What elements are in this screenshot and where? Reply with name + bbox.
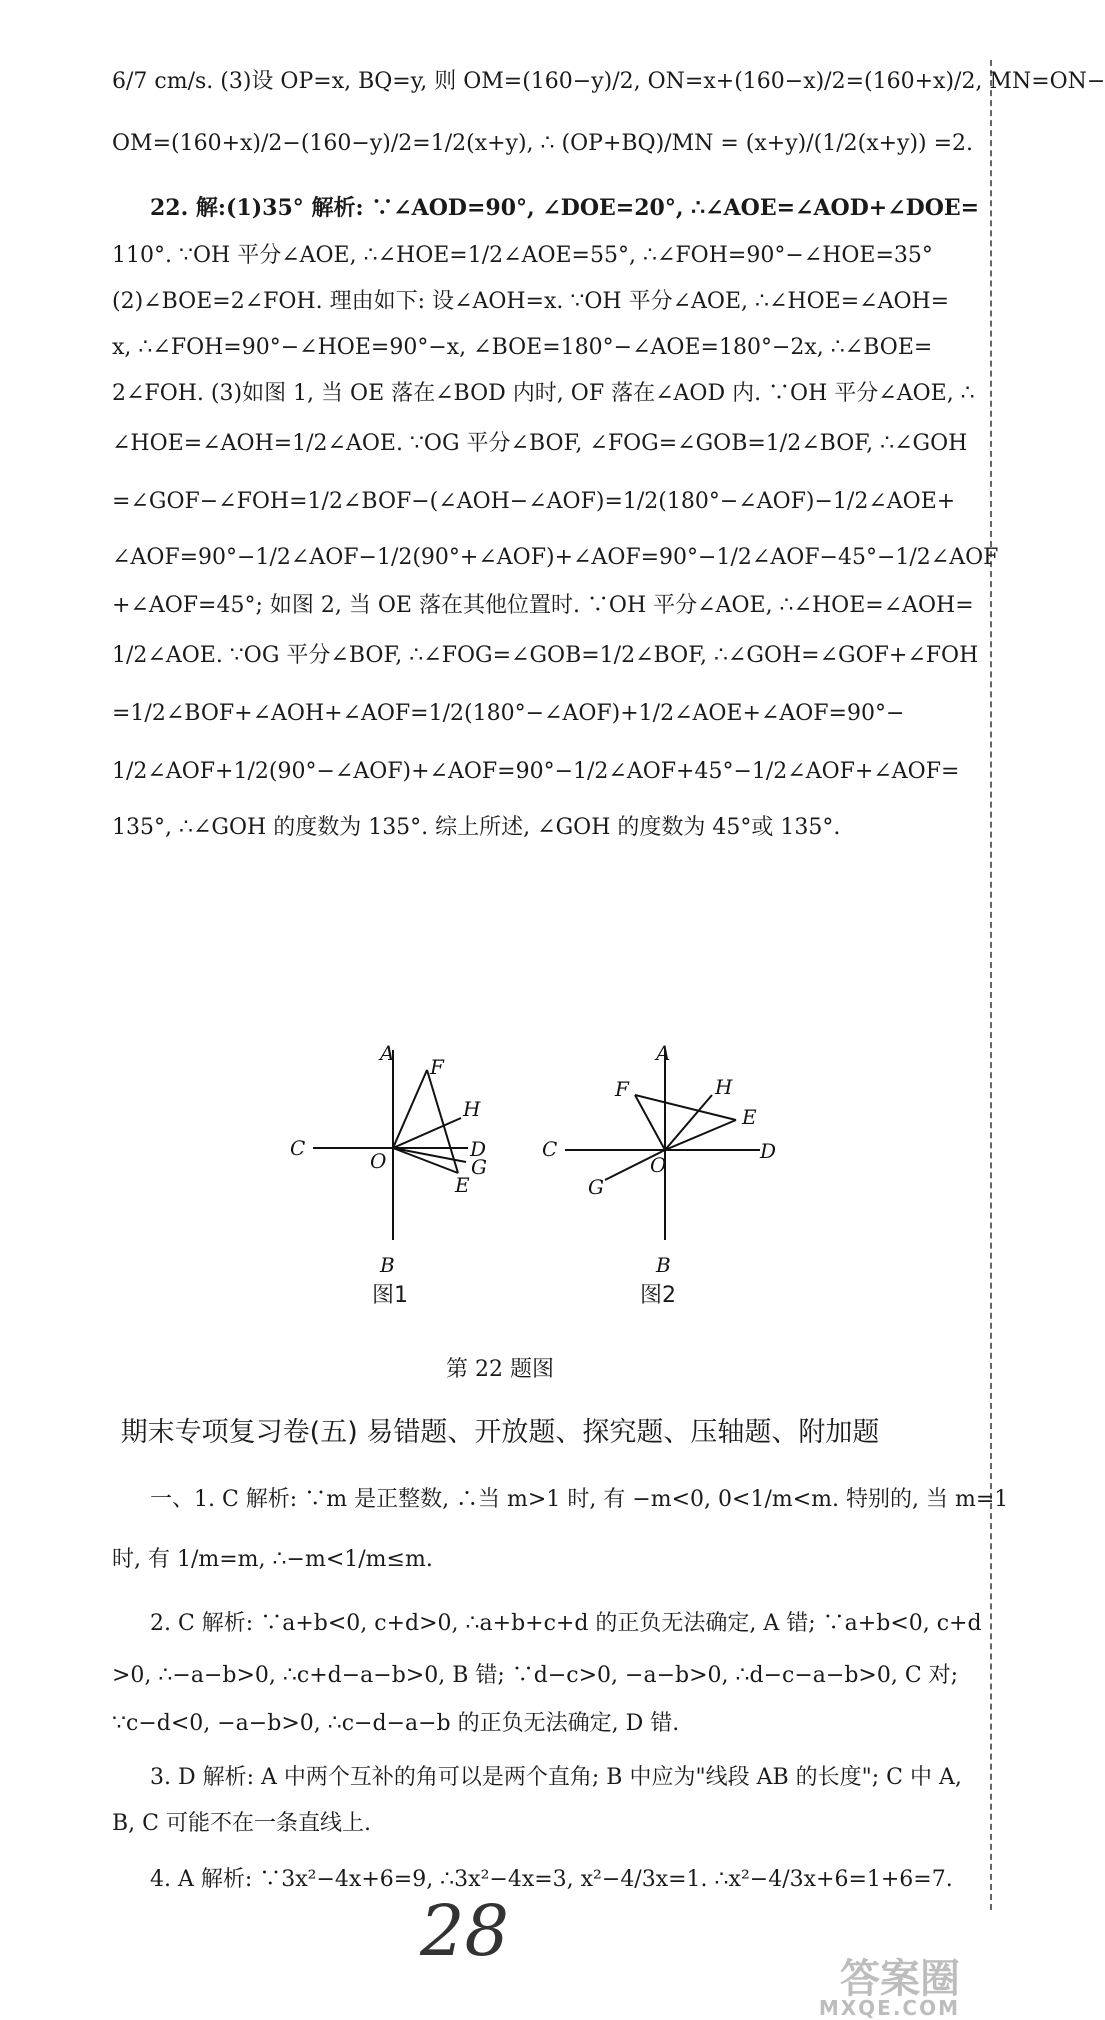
text-line: =1/2∠BOF+∠AOH+∠AOF=1/2(180°−∠AOF)+1/2∠AOE+∠AOF=90°− — [112, 701, 905, 726]
figure-22 — [270, 1040, 830, 1300]
label-g-1: G — [471, 1155, 487, 1179]
answer-line: 3. D 解析: A 中两个互补的角可以是两个直角; B 中应为"线段 AB 的长度"; C 中 A, — [150, 1765, 962, 1790]
figure-2-labels — [542, 1041, 776, 1277]
label-b-1: B — [380, 1253, 395, 1277]
label-a-2: A — [656, 1041, 671, 1065]
text-line: 2∠FOH. (3)如图 1, 当 OE 落在∠BOD 内时, OF 落在∠AOD 内. ∵OH 平分∠AOE, ∴ — [112, 381, 975, 406]
label-d-1: D — [470, 1137, 487, 1161]
figure-2-caption: 图2 — [640, 1283, 676, 1308]
answer-line: >0, ∴−a−b>0, ∴c+d−a−b>0, B 错; ∵d−c>0, −a−b>0, ∴d−c−a−b>0, C 对; — [112, 1663, 959, 1688]
label-f-2: F — [615, 1077, 629, 1101]
answer-line: 时, 有 1/m=m, ∴−m<1/m≤m. — [112, 1547, 433, 1572]
page-number: 28 — [420, 1890, 510, 1972]
label-e-2: E — [742, 1105, 757, 1129]
figure-1 — [313, 1050, 468, 1240]
label-b-2: B — [656, 1253, 671, 1277]
answer-line: B, C 可能不在一条直线上. — [112, 1811, 371, 1836]
label-c-2: C — [542, 1137, 558, 1161]
watermark-url: MXQE.COM — [818, 1996, 960, 2020]
answer-line: 一、1. C 解析: ∵m 是正整数, ∴当 m>1 时, 有 −m<0, 0<1/m<m. 特别的, 当 m=1 — [150, 1487, 1009, 1512]
answer-line: 2. C 解析: ∵a+b<0, c+d>0, ∴a+b+c+d 的正负无法确定, A 错; ∵a+b<0, c+d — [150, 1611, 982, 1636]
text-line: +∠AOF=45°; 如图 2, 当 OE 落在其他位置时. ∵OH 平分∠AOE, ∴∠HOE=∠AOH= — [112, 593, 974, 618]
text-line: 22. 解:(1)35° 解析: ∵∠AOD=90°, ∠DOE=20°, ∴∠AOE=∠AOD+∠DOE= — [150, 195, 980, 221]
text-line: 6/7 cm/s. (3)设 OP=x, BQ=y, 则 OM=(160−y)/2, ON=x+(160−x)/2=(160+x)/2, MN=ON− — [112, 69, 1105, 94]
figure-1-labels — [290, 1041, 487, 1277]
figure-title: 第 22 题图 — [446, 1357, 554, 1382]
ray-of-2 — [635, 1095, 665, 1150]
label-d-2: D — [760, 1139, 777, 1163]
label-o-1: O — [370, 1149, 387, 1173]
text-line: OM=(160+x)/2−(160−y)/2=1/2(x+y), ∴ (OP+BQ)/MN = (x+y)/(1/2(x+y)) =2. — [112, 131, 974, 156]
label-h-1: H — [463, 1097, 481, 1121]
ray-oe-2 — [665, 1120, 736, 1150]
text-line: ∠AOF=90°−1/2∠AOF−1/2(90°+∠AOF)+∠AOF=90°−1/2∠AOF−45°−1/2∠AOF — [112, 545, 999, 570]
answer-line: ∵c−d<0, −a−b>0, ∴c−d−a−b 的正负无法确定, D 错. — [112, 1711, 680, 1736]
label-a-1: A — [380, 1041, 395, 1065]
label-c-1: C — [290, 1136, 306, 1160]
text-line: =∠GOF−∠FOH=1/2∠BOF−(∠AOH−∠AOF)=1/2(180°−∠AOF)−1/2∠AOE+ — [112, 489, 956, 514]
text-line: (2)∠BOE=2∠FOH. 理由如下: 设∠AOH=x. ∵OH 平分∠AOE, ∴∠HOE=∠AOH= — [112, 289, 950, 314]
section-title: 期末专项复习卷(五) 易错题、开放题、探究题、压轴题、附加题 — [120, 1417, 880, 1448]
watermark-logo: 答案圈 — [840, 1956, 960, 2002]
answer-line: 4. A 解析: ∵3x²−4x+6=9, ∴3x²−4x=3, x²−4/3x=1. ∴x²−4/3x+6=1+6=7. — [150, 1867, 953, 1892]
label-f-1: F — [430, 1055, 444, 1079]
label-h-2: H — [715, 1075, 733, 1099]
text-line: 1/2∠AOE. ∵OG 平分∠BOF, ∴∠FOG=∠GOB=1/2∠BOF, ∴∠GOH=∠GOF+∠FOH — [112, 643, 979, 668]
binding-dashed-line — [990, 60, 992, 1910]
text-line: x, ∴∠FOH=90°−∠HOE=90°−x, ∠BOE=180°−∠AOE=180°−2x, ∴∠BOE= — [112, 335, 933, 360]
text-line: 135°, ∴∠GOH 的度数为 135°. 综上所述, ∠GOH 的度数为 45°或 135°. — [112, 815, 841, 840]
figure-1-caption: 图1 — [372, 1283, 408, 1308]
text-line: 110°. ∵OH 平分∠AOE, ∴∠HOE=1/2∠AOE=55°, ∴∠FOH=90°−∠HOE=35° — [112, 243, 933, 268]
label-e-1: E — [455, 1173, 470, 1197]
ray-oe-1 — [393, 1148, 458, 1173]
text-line: 1/2∠AOF+1/2(90°−∠AOF)+∠AOF=90°−1/2∠AOF+45°−1/2∠AOF+∠AOF= — [112, 759, 960, 784]
label-o-2: O — [650, 1153, 667, 1177]
text-line: ∠HOE=∠AOH=1/2∠AOE. ∵OG 平分∠BOF, ∠FOG=∠GOB=1/2∠BOF, ∴∠GOH — [112, 431, 968, 456]
label-g-2: G — [588, 1175, 604, 1199]
